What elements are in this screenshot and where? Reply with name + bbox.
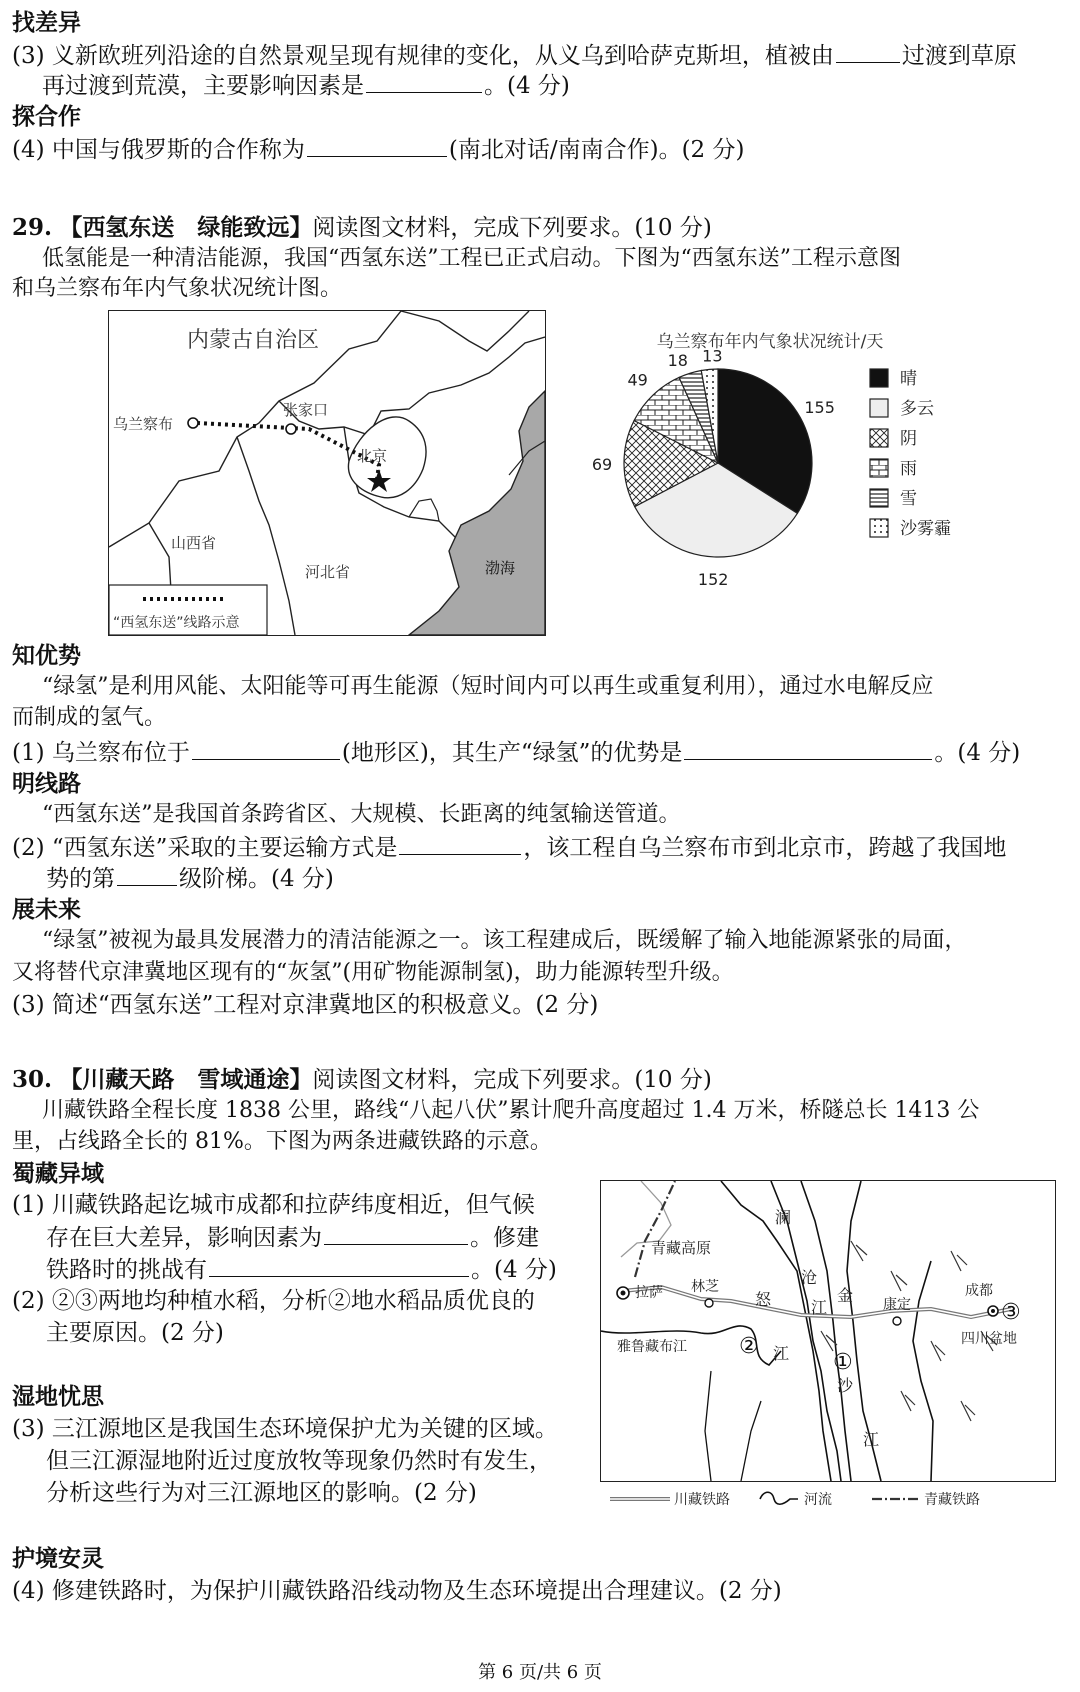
answer-blank[interactable]	[836, 40, 900, 63]
label-plateau: 青藏高原	[651, 1239, 712, 1257]
answer-blank[interactable]	[324, 1222, 468, 1245]
label-beijing: 北京	[357, 447, 388, 465]
label-lancang-1: 澜	[775, 1208, 792, 1227]
label-bohai: 渤海	[485, 559, 516, 577]
label-jinsha-1: 金	[837, 1286, 854, 1305]
answer-blank[interactable]	[399, 832, 521, 855]
heading-find-difference: 找差异	[12, 10, 81, 36]
heading-advantage: 知优势	[12, 643, 81, 669]
sichuan-tibet-map	[600, 1180, 1056, 1482]
answer-blank[interactable]	[307, 134, 447, 157]
west-hydrogen-map	[108, 310, 546, 636]
q30-2-line1: (2) ②③两地均种植水稻，分析②地水稻品质优良的	[12, 1288, 535, 1314]
legend-river: 河流	[804, 1492, 832, 1508]
answer-blank[interactable]	[192, 737, 340, 760]
legend-swatch-1	[870, 399, 888, 417]
q28-3-line2: 再过渡到荒漠，主要影响因素是 。(4 分)	[42, 70, 570, 101]
q30-1-line1: (1) 川藏铁路起讫城市成都和拉萨纬度相近，但气候	[12, 1192, 535, 1218]
map2-legend	[610, 1486, 1060, 1512]
q30-3-line1: (3) 三江源地区是我国生态环境保护尤为关键的区域。	[12, 1416, 558, 1442]
q29-2-line1: (2) “西氢东送”采取的主要运输方式是 ，该工程自乌兰察布市到北京市，跨越了我国地	[12, 832, 1006, 863]
pie-value-label-0: 155	[804, 398, 835, 418]
heading-cooperation: 探合作	[12, 104, 81, 130]
legend-label-0: 晴	[900, 369, 917, 389]
legend-swatch-3	[870, 459, 888, 477]
label-lancang-3: 江	[811, 1298, 828, 1317]
q29-2-line2: 势的第 级阶梯。(4 分)	[46, 863, 334, 894]
label-jinsha-3: 江	[863, 1430, 880, 1449]
legend-swatch-2	[870, 429, 888, 447]
label-yarlung: 雅鲁藏布江	[617, 1339, 687, 1355]
marker-3: ③	[1001, 1300, 1021, 1325]
label-nu: 怒	[755, 1290, 772, 1309]
legend-swatch-4	[870, 489, 888, 507]
label-chengdu: 成都	[965, 1283, 993, 1299]
q30-2-line2: 主要原因。(2 分)	[46, 1320, 224, 1346]
pie-value-label-3: 49	[627, 370, 648, 390]
pie-value-label-2: 69	[591, 454, 613, 474]
answer-blank[interactable]	[366, 70, 482, 93]
q29-p1-line1: “绿氢”是利用风能、太阳能等可再生能源（短时间内可以再生或重复利用），通过水电解反应	[42, 674, 934, 699]
heading-future: 展未来	[12, 897, 81, 923]
label-inner-mongolia: 内蒙古自治区	[187, 328, 320, 353]
marker-2: ②	[739, 1334, 759, 1359]
pie-value-label-1: 152	[697, 569, 729, 589]
label-jinsha-2: 沙	[837, 1376, 854, 1395]
heading-wetland: 湿地忧思	[12, 1384, 104, 1410]
q29-p2: “西氢东送”是我国首条跨省区、大规模、长距离的纯氢输送管道。	[42, 802, 681, 827]
q30-title: 30. 【川藏天路 雪域通途】阅读图文材料，完成下列要求。(10 分)	[12, 1066, 712, 1093]
q30-3-line3: 分析这些行为对三江源地区的影响。(2 分)	[46, 1480, 477, 1506]
q30-intro-1: 川藏铁路全程长度 1838 公里，路线“八起八伏”累计爬升高度超过 1.4 万米，桥隧总长 1413 公	[42, 1098, 980, 1123]
heading-protect: 护境安灵	[12, 1546, 104, 1572]
page-footer: 第 6 页/共 6 页	[478, 1662, 602, 1683]
label-sichuan-basin: 四川盆地	[961, 1331, 1017, 1347]
label-lasa: 拉萨	[635, 1285, 663, 1301]
legend-sichuan-tibet-railway: 川藏铁路	[674, 1492, 730, 1508]
label-kangding: 康定	[883, 1297, 911, 1313]
map-legend-route: “西氢东送”线路示意	[113, 615, 240, 631]
answer-blank[interactable]	[117, 863, 177, 886]
label-zhangjiakou: 张家口	[283, 401, 329, 419]
legend-label-2: 阴	[900, 429, 917, 449]
label-nu-jiang: 江	[773, 1344, 790, 1363]
q29-1: (1) 乌兰察布位于 (地形区)，其生产“绿氢”的优势是 。(4 分)	[12, 737, 1020, 768]
marker-1: ①	[833, 1350, 853, 1375]
legend-label-1: 多云	[900, 399, 934, 419]
legend-label-4: 雪	[900, 489, 917, 509]
q28-3-line1: (3) 义新欧班列沿途的自然景观呈现有规律的变化，从义乌到哈萨克斯坦，植被由 过渡到草原	[12, 40, 1017, 71]
q29-intro-1: 低氢能是一种清洁能源，我国“西氢东送”工程已正式启动。下图为“西氢东送”工程示意图	[42, 246, 901, 271]
label-lancang-2: 沧	[801, 1268, 818, 1287]
label-shanxi: 山西省	[171, 534, 217, 552]
q30-4: (4) 修建铁路时，为保护川藏铁路沿线动物及生态环境提出合理建议。(2 分)	[12, 1578, 782, 1604]
answer-blank[interactable]	[209, 1254, 469, 1277]
q30-1-line2: 存在巨大差异，影响因素为 。修建	[46, 1222, 539, 1253]
q29-p3-line1: “绿氢”被视为最具发展潜力的清洁能源之一。该工程建成后，既缓解了输入地能源紧张的局面，	[42, 928, 967, 953]
weather-pie-chart	[560, 325, 1000, 615]
pie-value-label-4: 18	[667, 350, 688, 370]
legend-label-3: 雨	[900, 459, 917, 479]
legend-label-5: 沙雾霾	[900, 519, 951, 539]
q29-title: 29. 【西氢东送 绿能致远】阅读图文材料，完成下列要求。(10 分)	[12, 214, 712, 241]
q30-intro-2: 里，占线路全长的 81%。下图为两条进藏铁路的示意。	[12, 1129, 552, 1154]
pie-value-label-5: 13	[702, 346, 723, 366]
label-linzhi: 林芝	[691, 1279, 719, 1295]
q29-intro-2: 和乌兰察布年内气象状况统计图。	[12, 276, 343, 301]
q28-4: (4) 中国与俄罗斯的合作称为 (南北对话/南南合作)。(2 分)	[12, 134, 744, 165]
q30-1-line3: 铁路时的挑战有 。(4 分)	[46, 1254, 557, 1285]
legend-swatch-5	[870, 519, 888, 537]
q30-3-line2: 但三江源湿地附近过度放牧等现象仍然时有发生，	[46, 1448, 552, 1474]
q29-p1-line2: 而制成的氢气。	[12, 705, 167, 730]
q29-3: (3) 简述“西氢东送”工程对京津冀地区的积极意义。(2 分)	[12, 992, 599, 1018]
heading-shu-tibet: 蜀藏异域	[12, 1161, 104, 1187]
map2-svg	[601, 1181, 1055, 1481]
map-svg	[109, 311, 545, 635]
chart-title: 乌兰察布年内气象状况统计/天	[656, 332, 884, 352]
heading-route: 明线路	[12, 771, 81, 797]
q29-p3-line2: 又将替代京津冀地区现有的“灰氢”(用矿物能源制氢)，助力能源转型升级。	[12, 960, 734, 985]
legend-qinghai-tibet-railway: 青藏铁路	[924, 1492, 980, 1508]
label-wulanchabu: 乌兰察布	[113, 415, 174, 433]
label-hebei: 河北省	[305, 563, 351, 581]
legend-swatch-0	[870, 369, 888, 387]
answer-blank[interactable]	[684, 737, 932, 760]
